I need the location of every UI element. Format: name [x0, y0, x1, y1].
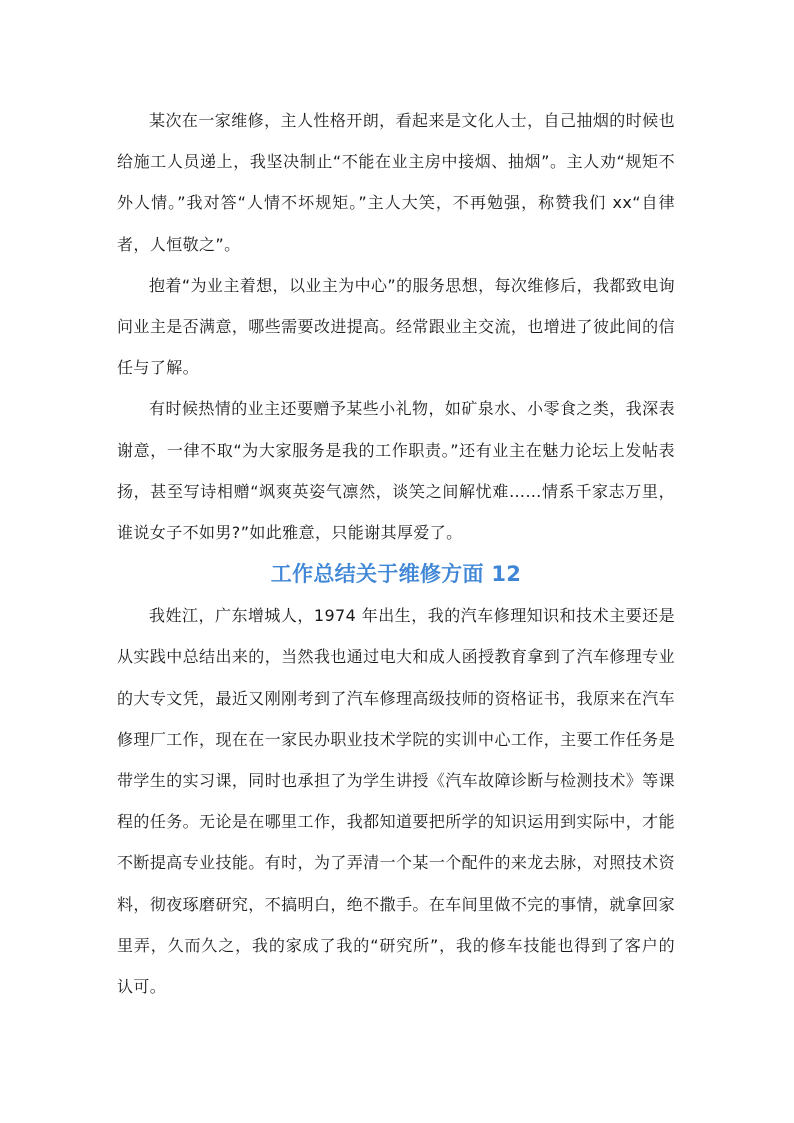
document-body — [117, 100, 675, 1007]
paragraph-personal-introduction: 我姓江，广东增城人，1974 年出生，我的汽车修理知识和技术主要还是从实践中总结出来的，当然我也通过电大和成人函授教育拿到了汽车修理专业的大专文凭，最近又刚刚考到了汽车修理高级技师的资格证书，我原来在汽车修理厂工作，现在在一家民办职业技术学院的实训中心工作，主要工作任务是带学生的实习课，同时也承担了为学生讲授《汽车故障诊断与检测技术》等课程的任务。无论是在哪里工作，我都知道要把所学的知识运用到实际中，才能不断提高专业技能。有时，为了弄清一个某一个配件的来龙去脉，对照技术资料，彻夜琢磨研究，不搞明白，绝不撒手。在车间里做不完的事情，就拿回家里弄，久而久之，我的家成了我的“研究所”，我的修车技能也得到了客户的认可。 — [117, 606, 675, 997]
section-heading: 工作总结关于维修方面 12 — [270, 562, 522, 587]
paragraph-gifts-and-praise: 有时候热情的业主还要赠予某些小礼物，如矿泉水、小零食之类，我深表谢意，一律不取“为大家服务是我的工作职责。”还有业主在魅力论坛上发帖表扬，甚至写诗相赠“飒爽英姿气凛然，谈笑之间解忧难……情系千家志万里，谁说女子不如男?”如此雅意，只能谢其厚爱了。 — [117, 399, 675, 543]
paragraph-service-philosophy: 抱着“为业主着想，以业主为中心”的服务思想，每次维修后，我都致电询问业主是否满意，哪些需要改进提高。经常跟业主交流，也增进了彼此间的信任与了解。 — [117, 275, 675, 378]
paragraph-maintenance-anecdote: 某次在一家维修，主人性格开朗，看起来是文化人士，自己抽烟的时候也给施工人员递上，我坚决制止“不能在业主房中接烟、抽烟”。主人劝“规矩不外人情。”我对答“人情不坏规矩。”主人大笑，不再勉强，称赞我们 xx“自律者，人恒敬之”。 — [117, 111, 675, 254]
